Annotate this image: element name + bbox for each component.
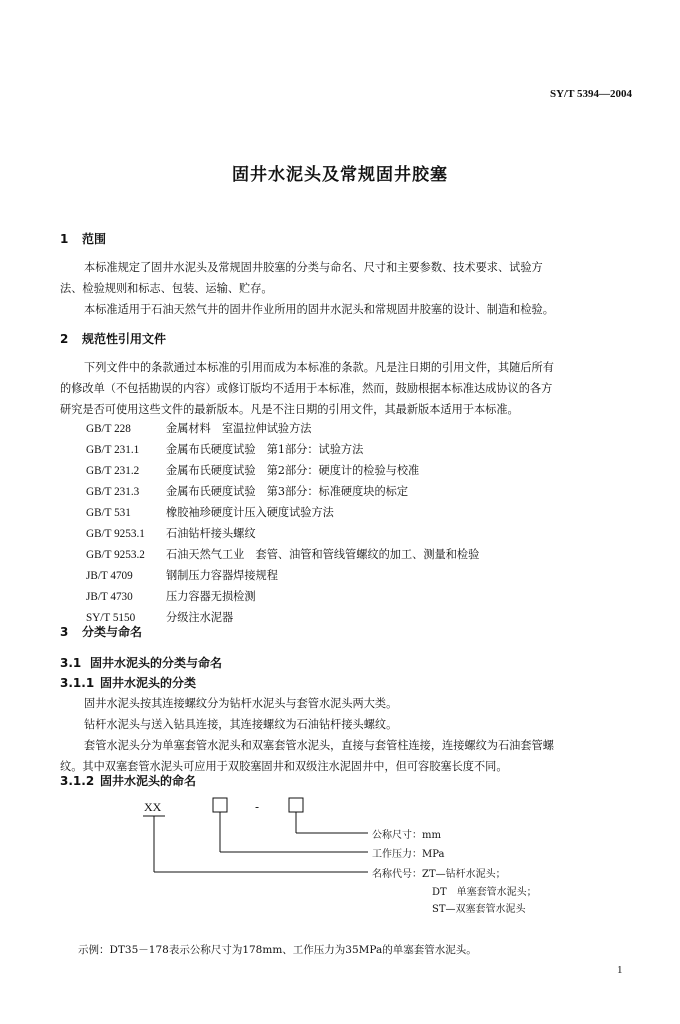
- reference-title: 金属布氏硬度试验 第2部分：硬度计的检验与校准: [166, 464, 420, 477]
- example-note: 示例：DT35－178表示公称尺寸为178mm、工作压力为35MPa的单塞套管水泥头。: [78, 944, 477, 956]
- reference-title: 钢制压力容器焊接规程: [166, 569, 278, 582]
- section-title: 固井水泥头的分类与命名: [90, 656, 223, 670]
- label-dt: DT 单塞套管水泥头；: [432, 887, 537, 898]
- reference-code: GB/T 231.1: [86, 444, 140, 456]
- paragraph-line: 研究是否可使用这些文件的最新版本。凡是不注日期的引用文件，其最新版本适用于本标准。: [60, 403, 519, 416]
- section-title: 固井水泥头的命名: [100, 774, 197, 788]
- page-number: 1: [617, 964, 623, 976]
- paragraph-line: 的修改单（不包括勘误的内容）或修订版均不适用于本标准，然而，鼓励根据本标准达成协议的各方: [60, 382, 553, 395]
- code-placeholder: XX: [144, 800, 162, 814]
- label-name-code: 名称代号：ZT—钻杆水泥头；: [372, 869, 506, 880]
- standard-number: SY/T 5394—2004: [549, 88, 632, 100]
- reference-title: 分级注水泥器: [166, 611, 234, 624]
- reference-title: 石油天然气工业 套管、油管和管线管螺纹的加工、测量和检验: [166, 548, 480, 561]
- paragraph-line: 下列文件中的条款通过本标准的引用而成为本标准的条款。凡是注日期的引用文件，其随后所有: [84, 361, 554, 374]
- section-number: 3.1.2: [60, 774, 95, 788]
- reference-code: SY/T 5150: [86, 612, 136, 624]
- section-number: 3: [60, 625, 69, 639]
- separator-dash: -: [255, 800, 260, 814]
- reference-code: JB/T 4709: [86, 570, 133, 582]
- reference-code: GB/T 231.3: [86, 486, 140, 498]
- reference-title: 金属布氏硬度试验 第1部分：试验方法: [166, 443, 364, 456]
- reference-title: 压力容器无损检测: [166, 590, 256, 603]
- section-number: 2: [60, 332, 69, 346]
- section-number: 1: [60, 232, 69, 246]
- paragraph-line: 本标准适用于石油天然气井的固井作业所用的固井水泥头和常规固井胶塞的设计、制造和检验。: [84, 303, 554, 316]
- section-title: 规范性引用文件: [82, 332, 167, 346]
- reference-code: GB/T 231.2: [86, 465, 140, 477]
- reference-code: GB/T 9253.2: [86, 549, 145, 561]
- size-box: [289, 798, 303, 812]
- pressure-box: [213, 798, 227, 812]
- reference-title: 橡胶袖珍硬度计压入硬度试验方法: [166, 506, 334, 519]
- label-nominal-size: 公称尺寸：mm: [372, 830, 441, 841]
- reference-code: JB/T 4730: [86, 591, 133, 603]
- label-working-pressure: 工作压力：MPa: [372, 849, 445, 860]
- reference-code: GB/T 9253.1: [86, 528, 145, 540]
- reference-code: GB/T 531: [86, 507, 131, 519]
- reference-title: 金属布氏硬度试验 第3部分：标准硬度块的标定: [166, 485, 409, 498]
- section-title: 固井水泥头的分类: [100, 676, 197, 690]
- section-number: 3.1.1: [60, 676, 95, 690]
- paragraph-line: 固井水泥头按其连接螺纹分为钻杆水泥头与套管水泥头两大类。: [84, 697, 398, 710]
- label-st: ST—双塞套管水泥头: [432, 904, 526, 915]
- paragraph-line: 法、检验规则和标志、包装、运输、贮存。: [60, 282, 273, 295]
- reference-title: 石油钻杆接头螺纹: [166, 527, 256, 540]
- section-title: 分类与命名: [82, 625, 143, 639]
- reference-title: 金属材料 室温拉伸试验方法: [166, 422, 312, 435]
- paragraph-line: 套管水泥头分为单塞套管水泥头和双塞套管水泥头，直接与套管柱连接，连接螺纹为石油套管螺: [84, 739, 554, 752]
- paragraph-line: 本标准规定了固井水泥头及常规固井胶塞的分类与命名、尺寸和主要参数、技术要求、试验方: [84, 261, 543, 274]
- document-title: 固井水泥头及常规固井胶塞: [232, 165, 448, 185]
- reference-code: GB/T 228: [86, 423, 131, 435]
- paragraph-line: 钻杆水泥头与送入钻具连接，其连接螺纹为石油钻杆接头螺纹。: [84, 718, 398, 731]
- paragraph-line: 纹。其中双塞套管水泥头可应用于双胶塞固井和双级注水泥固井中，但可容胶塞长度不同。: [60, 760, 508, 773]
- section-number: 3.1: [60, 656, 82, 670]
- section-title: 范围: [82, 232, 107, 246]
